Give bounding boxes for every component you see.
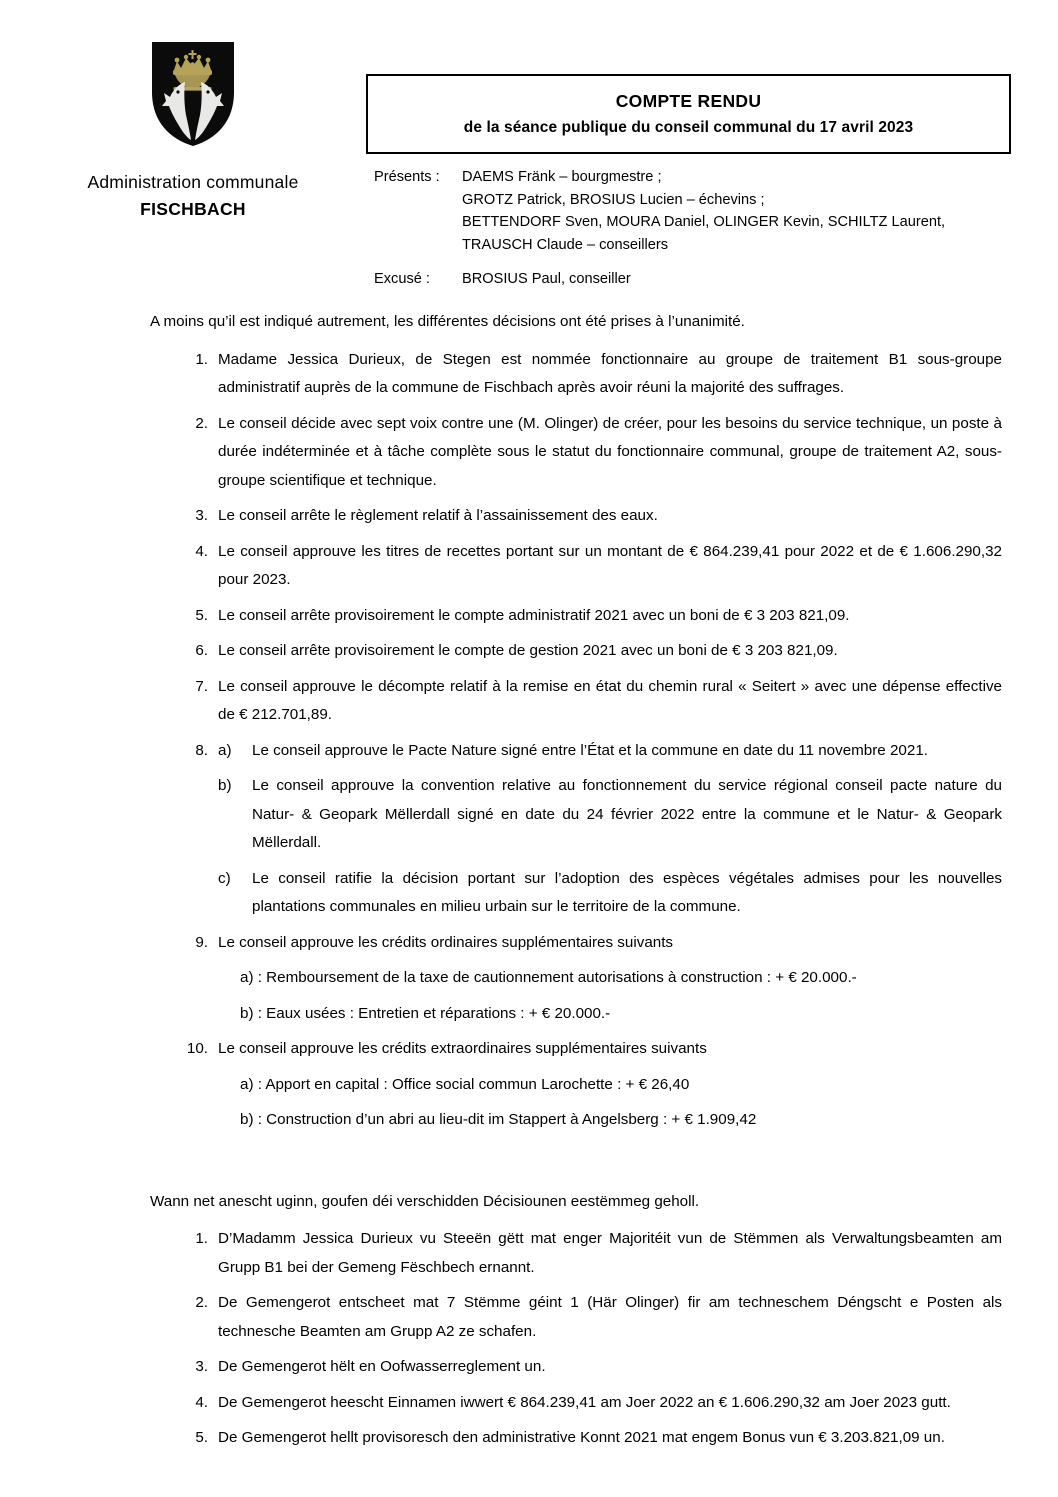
sub-item-letter: a) [218,741,232,759]
item-text: De Gemengerot hellt provisoresch den administrative Konnt 2021 mat engem Bonus vun € 3.203.821,09 un. [218,1429,945,1446]
coat-of-arms-icon [150,40,236,148]
list-item [150,1424,1002,1453]
item-number: 1. [195,1230,208,1247]
list-item [150,637,1002,666]
item-number: 1. [195,350,208,368]
present-values [462,166,1034,256]
excused-row [374,268,1034,291]
item-number: 3. [195,507,208,524]
list-item [150,673,1002,730]
item-number: 2. [195,414,208,432]
document-title: COMPTE RENDU [615,91,762,111]
item-number: 4. [195,1393,208,1411]
item-number: 3. [195,1358,208,1375]
excused-values [462,268,1034,291]
item-text: Le conseil arrête provisoirement le compte de gestion 2021 avec un boni de € 3 203 821,09. [218,642,838,659]
present-line: GROTZ Patrick, BROSIUS Lucien – échevins ; [462,191,765,208]
attendees-block [374,166,1034,291]
list-item [150,1389,1002,1418]
sub-item-letter: b) [218,777,232,794]
item-text: Le conseil décide avec sept voix contre une (M. Olinger) de créer, pour les besoins du service technique, un poste à durée indéterminée et à tâche complète sous le statut du fonctionnaire communal, groupe de traitement A2, sous-groupe scientifique et technique. [218,414,1002,489]
item8-sub-list [218,737,1002,922]
sub-list-item [218,865,1002,922]
present-row [374,166,1034,256]
present-line: TRAUSCH Claude – conseillers [462,236,669,253]
document-header [0,0,1058,300]
present-line: BETTENDORF Sven, MOURA Daniel, OLINGER Kevin, SCHILTZ Laurent, [462,214,946,230]
sub-item-text: Le conseil approuve le Pacte Nature signé entre l’État et la commune en date du 11 novembre 2021. [252,741,928,759]
present-line: DAEMS Fränk – bourgmestre ; [462,169,662,185]
list-item [150,929,1002,1029]
sub-item-letter: c) [218,869,231,887]
sub-item-text: Le conseil ratifie la décision portant sur l’adoption des espèces végétales admises pour les nouvelles plantations communales en milieu urbain sur le territoire de la commune. [252,869,1002,915]
title-box [366,74,1011,154]
sub-item-text: Le conseil approuve la convention relative au fonctionnement du service régional conseil pacte nature du Natur- & Geopark Mëllerdall signé en date du 24 février 2022 entre la commune et le Natur- & Geopark Mëllerdall. [252,777,1002,851]
list-item [150,1035,1002,1135]
section-separator [150,1142,1002,1188]
item-number: 2. [195,1294,208,1311]
administration-label: Administration communale [87,172,299,192]
luxembourgish-decision-list [150,1225,1002,1453]
item-text: Le conseil approuve les crédits extraordinaires supplémentaires suivants [218,1040,707,1057]
present-label: Présents : [374,169,440,185]
item-number: 6. [195,642,208,659]
french-decision-list [150,346,1002,1135]
item-text: De Gemengerot heescht Einnamen iwwert € 864.239,41 am Joer 2022 an € 1.606.290,32 am Joer 2023 gutt. [218,1393,951,1411]
sub-item-text: b) : Eaux usées : Entretien et réparations : + € 20.000.- [240,1004,611,1022]
luxembourgish-lead-paragraph: Wann net anescht uginn, goufen déi verschidden Décisiounen eestëmmeg geholl. [150,1192,700,1210]
item-number: 5. [195,1429,208,1446]
item-number: 10. [186,1040,208,1057]
sub-item-text: a) : Apport en capital : Office social commun Larochette : + € 26,40 [240,1075,690,1093]
list-item [150,1289,1002,1346]
list-item [150,1225,1002,1282]
list-item [150,737,1002,922]
item-text: Le conseil approuve les crédits ordinaires supplémentaires suivants [218,933,674,951]
excused-line: BROSIUS Paul, conseiller [462,271,631,287]
municipality-name: FISCHBACH [140,199,246,219]
list-item [150,602,1002,631]
item-number: 8. [195,741,208,759]
list-item [150,502,1002,531]
list-item [150,538,1002,595]
french-lead-paragraph: A moins qu’il est indiqué autrement, les différentes décisions ont été prises à l’unanimité. [150,313,745,330]
item-text: De Gemengerot entscheet mat 7 Stëmme géint 1 (Här Olinger) fir am techneschem Déngscht e Posten als technesche Beamten am Grupp A2 ze schafen. [218,1294,1002,1340]
municipality-identity [48,40,338,220]
item-text: De Gemengerot hëlt en Oofwasserreglement un. [218,1358,546,1375]
item-text: Madame Jessica Durieux, de Stegen est nommée fonctionnaire au groupe de traitement B1 sous-groupe administratif auprès de la commune de Fischbach après avoir réuni la majorité des suffrages. [218,350,1002,396]
document-body [150,308,1002,1460]
sub-item-text: b) : Construction d’un abri au lieu-dit im Stappert à Angelsberg : + € 1.909,42 [240,1111,757,1128]
item-text: Le conseil approuve le décompte relatif à la remise en état du chemin rural « Seitert » avec une dépense effective de € 212.701,89. [218,677,1002,723]
sub-list-item [218,772,1002,858]
sub-item-text: a) : Remboursement de la taxe de cautionnement autorisations à construction : + € 20.000.- [240,969,857,986]
item-text: Le conseil approuve les titres de recettes portant sur un montant de € 864.239,41 pour 2022 et de € 1.606.290,32 pour 2023. [218,542,1002,588]
document-subtitle: de la séance publique du conseil communal du 17 avril 2023 [463,119,914,136]
item-number: 5. [195,606,208,624]
item-text: Le conseil arrête provisoirement le compte administratif 2021 avec un boni de € 3 203 821,09. [218,606,850,624]
item-text: Le conseil arrête le règlement relatif à l’assainissement des eaux. [218,507,658,524]
item-number: 7. [195,677,208,695]
list-item [150,1353,1002,1382]
item-number: 4. [195,542,208,560]
excused-label: Excusé : [374,271,430,287]
list-item [150,346,1002,403]
item-text: D’Madamm Jessica Durieux vu Steeën gëtt mat enger Majoritéit vun de Stëmmen als Verwaltungsbeamten am Grupp B1 bei der Gemeng Fëschbech ernannt. [218,1230,1002,1276]
item-number: 9. [195,933,208,951]
sub-list-item [218,737,1002,766]
list-item [150,410,1002,496]
